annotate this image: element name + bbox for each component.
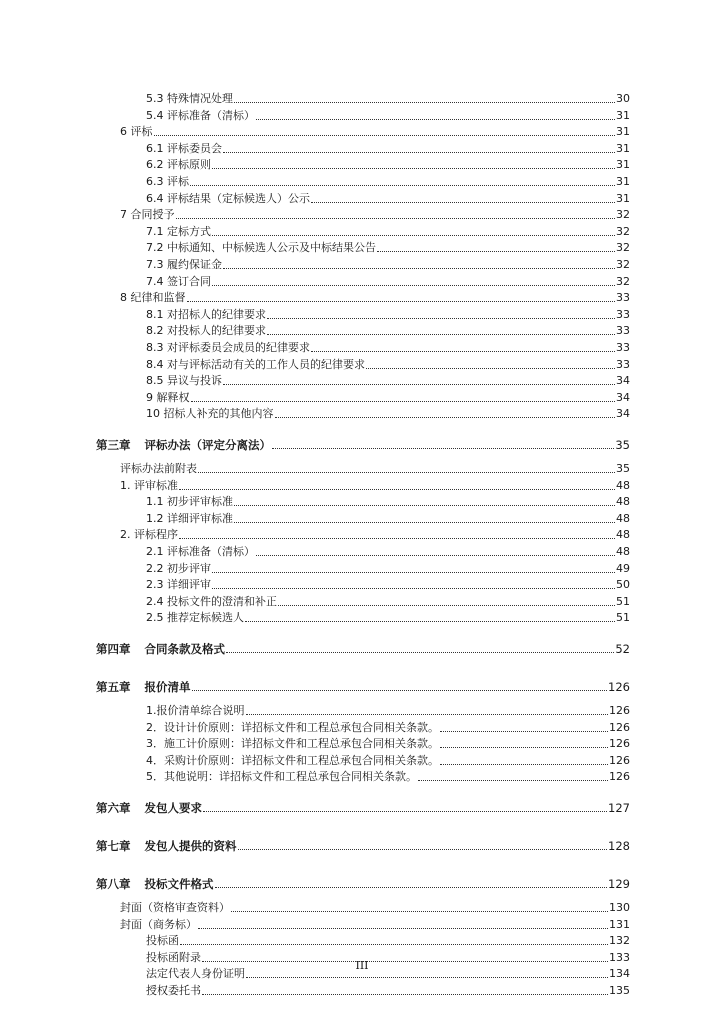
- toc-chapter-entry[interactable]: [96, 438, 630, 452]
- toc-entry[interactable]: [146, 175, 630, 189]
- footer-page-number: III: [355, 959, 369, 972]
- toc-page-number: 49: [616, 561, 630, 575]
- toc-entry-title: 封面（资格审查资料）: [120, 901, 230, 914]
- toc-dot-leader: [246, 977, 608, 978]
- toc-entry[interactable]: [146, 512, 630, 526]
- toc-dot-leader: [187, 301, 616, 302]
- toc-chapter-entry[interactable]: [96, 877, 630, 891]
- toc-page-number: 32: [616, 274, 630, 288]
- toc-dot-leader: [179, 538, 615, 539]
- toc-dot-leader: [223, 152, 615, 153]
- toc-entry-title: 5．其他说明：详招标文件和工程总承包合同相关条款。: [146, 770, 417, 784]
- toc-page-number: 126: [609, 737, 630, 751]
- toc-page-number: 131: [609, 917, 630, 931]
- toc-entry[interactable]: [146, 374, 630, 388]
- toc-entry-title: 5.4 评标准备（清标）: [146, 108, 255, 122]
- toc-page-number: 31: [616, 125, 630, 139]
- toc-page-number: 51: [616, 594, 630, 608]
- toc-page-number: 35: [616, 462, 630, 475]
- toc-page-number: 52: [615, 642, 630, 656]
- toc-entry-title: 投标函附录: [146, 950, 201, 964]
- toc-entry-title: 3．施工计价原则：详招标文件和工程总承包合同相关条款。: [146, 737, 439, 751]
- toc-dot-leader: [180, 944, 608, 945]
- toc-entry-title: 1. 评审标准: [120, 478, 178, 492]
- toc-entry-title: 发包人要求: [144, 801, 202, 815]
- toc-entry-title: 6.3 评标: [146, 175, 189, 188]
- toc-dot-leader: [256, 555, 615, 556]
- toc-entry-title: 合同条款及格式: [144, 642, 225, 656]
- toc-dot-leader: [311, 202, 615, 203]
- toc-dot-leader: [212, 588, 615, 589]
- toc-entry[interactable]: [146, 984, 630, 998]
- toc-chapter-label: 第六章: [96, 801, 131, 815]
- toc-page-number: 48: [616, 545, 630, 558]
- toc-dot-leader: [440, 731, 608, 732]
- toc-dot-leader: [246, 714, 609, 715]
- toc-chapter-label: 第七章: [96, 839, 131, 853]
- toc-dot-leader: [231, 911, 608, 912]
- toc-dot-leader: [311, 351, 615, 352]
- toc-entry-title: 4．采购计价原则：详招标文件和工程总承包合同相关条款。: [146, 753, 439, 767]
- toc-entry-title: 7.2 中标通知、中标候选人公示及中标结果公告: [146, 241, 376, 255]
- toc-entry[interactable]: [146, 142, 630, 156]
- toc-entry[interactable]: [120, 291, 630, 305]
- toc-chapter-entry[interactable]: [96, 642, 630, 656]
- toc-page-number: 48: [616, 528, 630, 542]
- toc-dot-leader: [245, 621, 615, 622]
- toc-entry[interactable]: [146, 324, 630, 338]
- toc-entry-title: 5.3 特殊情况处理: [146, 92, 233, 105]
- toc-page-number: 128: [608, 839, 630, 853]
- toc-entry-title: 8.3 对评标委员会成员的纪律要求: [146, 341, 310, 354]
- toc-entry-title: 2.2 初步评审: [146, 561, 211, 575]
- toc-page-number: 31: [616, 175, 630, 188]
- toc-entry-title: 1.2 详细评审标准: [146, 511, 233, 525]
- toc-entry[interactable]: [146, 495, 630, 509]
- toc-dot-leader: [272, 448, 614, 449]
- toc-entry[interactable]: [146, 275, 630, 289]
- toc-entry[interactable]: [146, 192, 630, 206]
- toc-entry[interactable]: [146, 391, 630, 405]
- toc-page-number: 135: [609, 984, 630, 997]
- toc-page-number: 34: [616, 407, 630, 421]
- toc-entry[interactable]: [120, 462, 630, 476]
- toc-entry[interactable]: [146, 308, 630, 322]
- toc-entry-title: 2. 评标程序: [120, 528, 178, 542]
- toc-entry-title: 9 解释权: [146, 390, 190, 404]
- toc-page-number: 31: [616, 141, 630, 155]
- toc-dot-leader: [234, 505, 615, 506]
- toc-entry-title: 8.5 异议与投诉: [146, 374, 222, 388]
- toc-dot-leader: [418, 780, 608, 781]
- toc-dot-leader: [238, 849, 608, 850]
- toc-entry[interactable]: [146, 934, 630, 948]
- toc-entry-title: 投标文件格式: [144, 877, 214, 891]
- toc-dot-leader: [267, 334, 615, 335]
- toc-entry[interactable]: [120, 901, 630, 915]
- toc-entry[interactable]: [146, 721, 630, 735]
- toc-entry-title: 6.2 评标原则: [146, 158, 211, 172]
- toc-dot-leader: [440, 747, 608, 748]
- toc-entry[interactable]: [120, 125, 630, 139]
- toc-page-number: 31: [616, 191, 630, 205]
- toc-entry[interactable]: [120, 208, 630, 222]
- toc-entry-title: 评标办法前附表: [120, 462, 197, 475]
- toc-entry-title: 授权委托书: [146, 984, 201, 997]
- toc-page-number: 130: [609, 901, 630, 914]
- toc-entry-title: 1.1 初步评审标准: [146, 495, 233, 509]
- toc-entry-title: 6.1 评标委员会: [146, 141, 222, 155]
- toc-dot-leader: [226, 652, 614, 653]
- toc-entry-title: 法定代表人身份证明: [146, 967, 245, 981]
- toc-entry-title: 7.1 定标方式: [146, 224, 211, 238]
- toc-entry-title: 封面（商务标）: [120, 917, 197, 931]
- toc-dot-leader: [223, 268, 615, 269]
- toc-page-number: 126: [609, 720, 630, 734]
- toc-page-number: 30: [616, 92, 630, 105]
- toc-chapter-entry[interactable]: [96, 801, 630, 815]
- toc-dot-leader: [234, 522, 615, 523]
- toc-entry-title: 7.4 签订合同: [146, 274, 211, 288]
- toc-page-number: 32: [616, 208, 630, 222]
- toc-entry[interactable]: [146, 562, 630, 576]
- toc-dot-leader: [212, 572, 615, 573]
- toc-page-number: 34: [616, 390, 630, 404]
- toc-dot-leader: [267, 318, 615, 319]
- toc-dot-leader: [256, 119, 615, 120]
- toc-dot-leader: [275, 417, 616, 418]
- toc-entry-title: 1.报价清单综合说明: [146, 704, 245, 717]
- toc-dot-leader: [278, 605, 615, 606]
- toc-page-number: 132: [609, 934, 630, 948]
- toc-entry[interactable]: [146, 611, 630, 625]
- toc-entry-title: 评标办法（评定分离法）: [144, 438, 271, 452]
- toc-entry[interactable]: [146, 225, 630, 239]
- toc-page-number: 127: [608, 801, 630, 815]
- toc-dot-leader: [212, 285, 615, 286]
- toc-dot-leader: [223, 384, 615, 385]
- toc-entry[interactable]: [146, 545, 630, 559]
- toc-entry-title: 8 纪律和监督: [120, 291, 186, 305]
- toc-page-number: 134: [609, 967, 630, 981]
- toc-page-number: 126: [608, 680, 630, 694]
- toc-chapter-label: 第三章: [96, 438, 131, 452]
- toc-page-number: 48: [616, 478, 630, 492]
- toc-entry[interactable]: [146, 595, 630, 609]
- toc-page-number: 129: [608, 877, 630, 891]
- toc-page-number: 35: [615, 438, 630, 452]
- toc-entry-title: 报价清单: [144, 680, 191, 694]
- toc-chapter-label: 第四章: [96, 642, 131, 656]
- toc-page-number: 31: [616, 108, 630, 122]
- toc-entry-title: 2.3 详细评审: [146, 578, 211, 592]
- toc-dot-leader: [202, 994, 608, 995]
- toc-dot-leader: [176, 218, 616, 219]
- toc-dot-leader: [234, 102, 615, 103]
- toc-chapter-label: 第八章: [96, 877, 131, 891]
- toc-dot-leader: [198, 472, 615, 473]
- toc-dot-leader: [366, 368, 615, 369]
- toc-entry-title: 6 评标: [120, 125, 153, 139]
- toc-entry-title: 6.4 评标结果（定标候选人）公示: [146, 191, 310, 205]
- toc-dot-leader: [440, 764, 608, 765]
- toc-entry-title: 8.1 对招标人的纪律要求: [146, 307, 266, 321]
- toc-entry[interactable]: [120, 918, 630, 932]
- toc-entry[interactable]: [146, 704, 630, 718]
- toc-page-number: 126: [609, 704, 630, 717]
- toc-entry-title: 2.4 投标文件的澄清和补正: [146, 594, 277, 608]
- toc-dot-leader: [179, 489, 615, 490]
- toc-entry-title: 7.3 履约保证金: [146, 258, 222, 271]
- toc-entry[interactable]: [146, 407, 630, 421]
- toc-entry[interactable]: [120, 528, 630, 542]
- toc-dot-leader: [191, 401, 616, 402]
- toc-page-number: 126: [609, 753, 630, 767]
- toc-page-number: 32: [616, 241, 630, 255]
- toc-entry-title: 8.2 对投标人的纪律要求: [146, 324, 266, 338]
- toc-dot-leader: [154, 135, 616, 136]
- toc-entry-title: 2.1 评标准备（清标）: [146, 545, 255, 558]
- toc-entry-title: 2.5 推荐定标候选人: [146, 611, 244, 625]
- toc-entry[interactable]: [146, 358, 630, 372]
- toc-page-number: 48: [616, 511, 630, 525]
- toc-chapter-entry[interactable]: [96, 839, 630, 853]
- toc-dot-leader: [212, 168, 615, 169]
- toc-dot-leader: [190, 185, 615, 186]
- toc-entry[interactable]: [120, 479, 630, 493]
- toc-entry[interactable]: [146, 770, 630, 784]
- toc-page-number: 126: [609, 770, 630, 784]
- toc-entry-title: 10 招标人补充的其他内容: [146, 407, 274, 421]
- toc-page-number: 33: [616, 324, 630, 338]
- toc-entry-title: 8.4 对与评标活动有关的工作人员的纪律要求: [146, 357, 365, 371]
- toc-entry-title: 2．设计计价原则：详招标文件和工程总承包合同相关条款。: [146, 720, 439, 734]
- toc-page-number: 133: [609, 950, 630, 964]
- toc-entry[interactable]: [146, 578, 630, 592]
- toc-entry[interactable]: [146, 241, 630, 255]
- toc-page-number: 33: [616, 341, 630, 354]
- toc-page-number: 32: [616, 224, 630, 238]
- toc-page-number: 50: [616, 578, 630, 592]
- toc-entry[interactable]: [146, 258, 630, 272]
- toc-page-number: 33: [616, 307, 630, 321]
- toc-entry[interactable]: [146, 92, 630, 106]
- toc-page-number: 51: [616, 611, 630, 625]
- toc-entry-title: 7 合同授予: [120, 208, 175, 222]
- toc-page-number: 32: [616, 258, 630, 271]
- toc-dot-leader: [377, 251, 615, 252]
- toc-page-number: 34: [616, 374, 630, 388]
- toc-entry[interactable]: [146, 754, 630, 768]
- toc-page-number: 31: [616, 158, 630, 172]
- toc-chapter-entry[interactable]: [96, 680, 630, 694]
- toc-entry[interactable]: [146, 109, 630, 123]
- toc-entry[interactable]: [146, 341, 630, 355]
- toc-page-number: 33: [616, 291, 630, 305]
- toc-chapter-label: 第五章: [96, 680, 131, 694]
- toc-dot-leader: [192, 690, 608, 691]
- toc-entry-title: 投标函: [146, 934, 179, 948]
- toc-dot-leader: [215, 887, 608, 888]
- toc-dot-leader: [212, 235, 615, 236]
- toc-dot-leader: [203, 811, 607, 812]
- toc-entry[interactable]: [146, 158, 630, 172]
- toc-entry[interactable]: [146, 737, 630, 751]
- toc-page-number: 48: [616, 495, 630, 509]
- toc-entry-title: 发包人提供的资料: [144, 839, 237, 853]
- toc-page-number: 33: [616, 357, 630, 371]
- toc-dot-leader: [198, 928, 608, 929]
